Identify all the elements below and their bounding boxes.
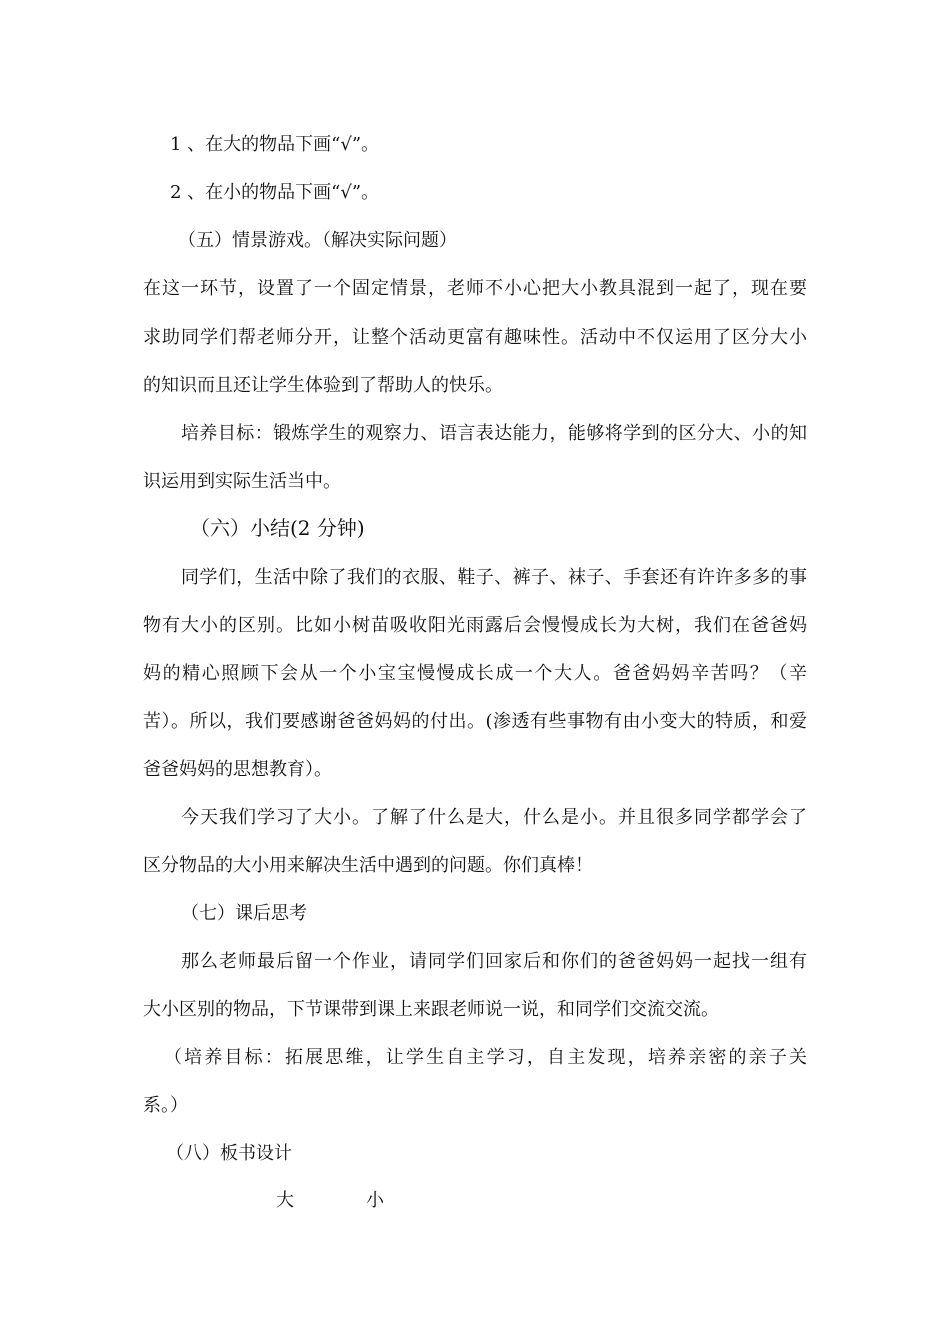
paragraph-line: 求助同学们帮老师分开，让整个活动更富有趣味性。活动中不仅运用了区分大小 — [143, 327, 807, 348]
homework-paragraph-line: 大小区别的物品，下节课带到课上来跟老师说一说，和同学们交流交流。 — [143, 999, 719, 1020]
board-word-small: 小 — [366, 1190, 384, 1211]
summary-paragraph-line: 今天我们学习了大小。了解了什么是大，什么是小。并且很多同学都学会了 — [181, 807, 807, 828]
summary-paragraph-line: 物有大小的区别。比如小树苗吸收阳光雨露后会慢慢成长为大树，我们在爸爸妈 — [143, 615, 807, 636]
summary-paragraph-line: 同学们，生活中除了我们的衣服、鞋子、裤子、袜子、手套还有许许多多的事 — [181, 567, 807, 588]
list-item-1: 1 、在大的物品下画“√”。 — [170, 134, 380, 155]
list-item-2: 2 、在小的物品下画“√”。 — [170, 182, 380, 203]
paragraph-line: 在这一环节，设置了一个固定情景，老师不小心把大小教具混到一起了，现在要 — [143, 278, 807, 299]
section-heading-5: （五）情景游戏。（解决实际问题） — [178, 230, 457, 251]
homework-paragraph-line: 那么老师最后留一个作业，请同学们回家后和你们的爸爸妈妈一起找一组有 — [181, 951, 807, 972]
section-heading-7: （七）课后思考 — [181, 903, 307, 924]
summary-paragraph-line: 爸爸妈妈的思想教育）。 — [143, 759, 332, 780]
summary-paragraph-line: 妈的精心照顾下会从一个小宝宝慢慢成长成一个大人。爸爸妈妈辛苦吗？（辛 — [143, 663, 807, 684]
paragraph-line: 的知识而且还让学生体验到了帮助人的快乐。 — [143, 375, 503, 396]
goal-paragraph-line: （培养目标：拓展思维，让学生自主学习，自主发现，培养亲密的亲子关 — [164, 1047, 807, 1068]
goal-paragraph-line: 培养目标：锻炼学生的观察力、语言表达能力，能够将学到的区分大、小的知 — [181, 423, 807, 444]
section-heading-6: （六）小结(2 分钟) — [190, 516, 365, 540]
goal-paragraph-line: 识运用到实际生活当中。 — [143, 471, 341, 492]
goal-paragraph-line: 系。） — [143, 1095, 188, 1116]
board-word-big: 大 — [276, 1190, 294, 1211]
summary-paragraph-line: 苦）。所以，我们要感谢爸爸妈妈的付出。(渗透有些事物有由小变大的特质，和爱 — [143, 711, 807, 732]
summary-paragraph-line: 区分物品的大小用来解决生活中遇到的问题。你们真棒！ — [143, 855, 593, 876]
section-heading-8: （八）板书设计 — [166, 1143, 292, 1164]
